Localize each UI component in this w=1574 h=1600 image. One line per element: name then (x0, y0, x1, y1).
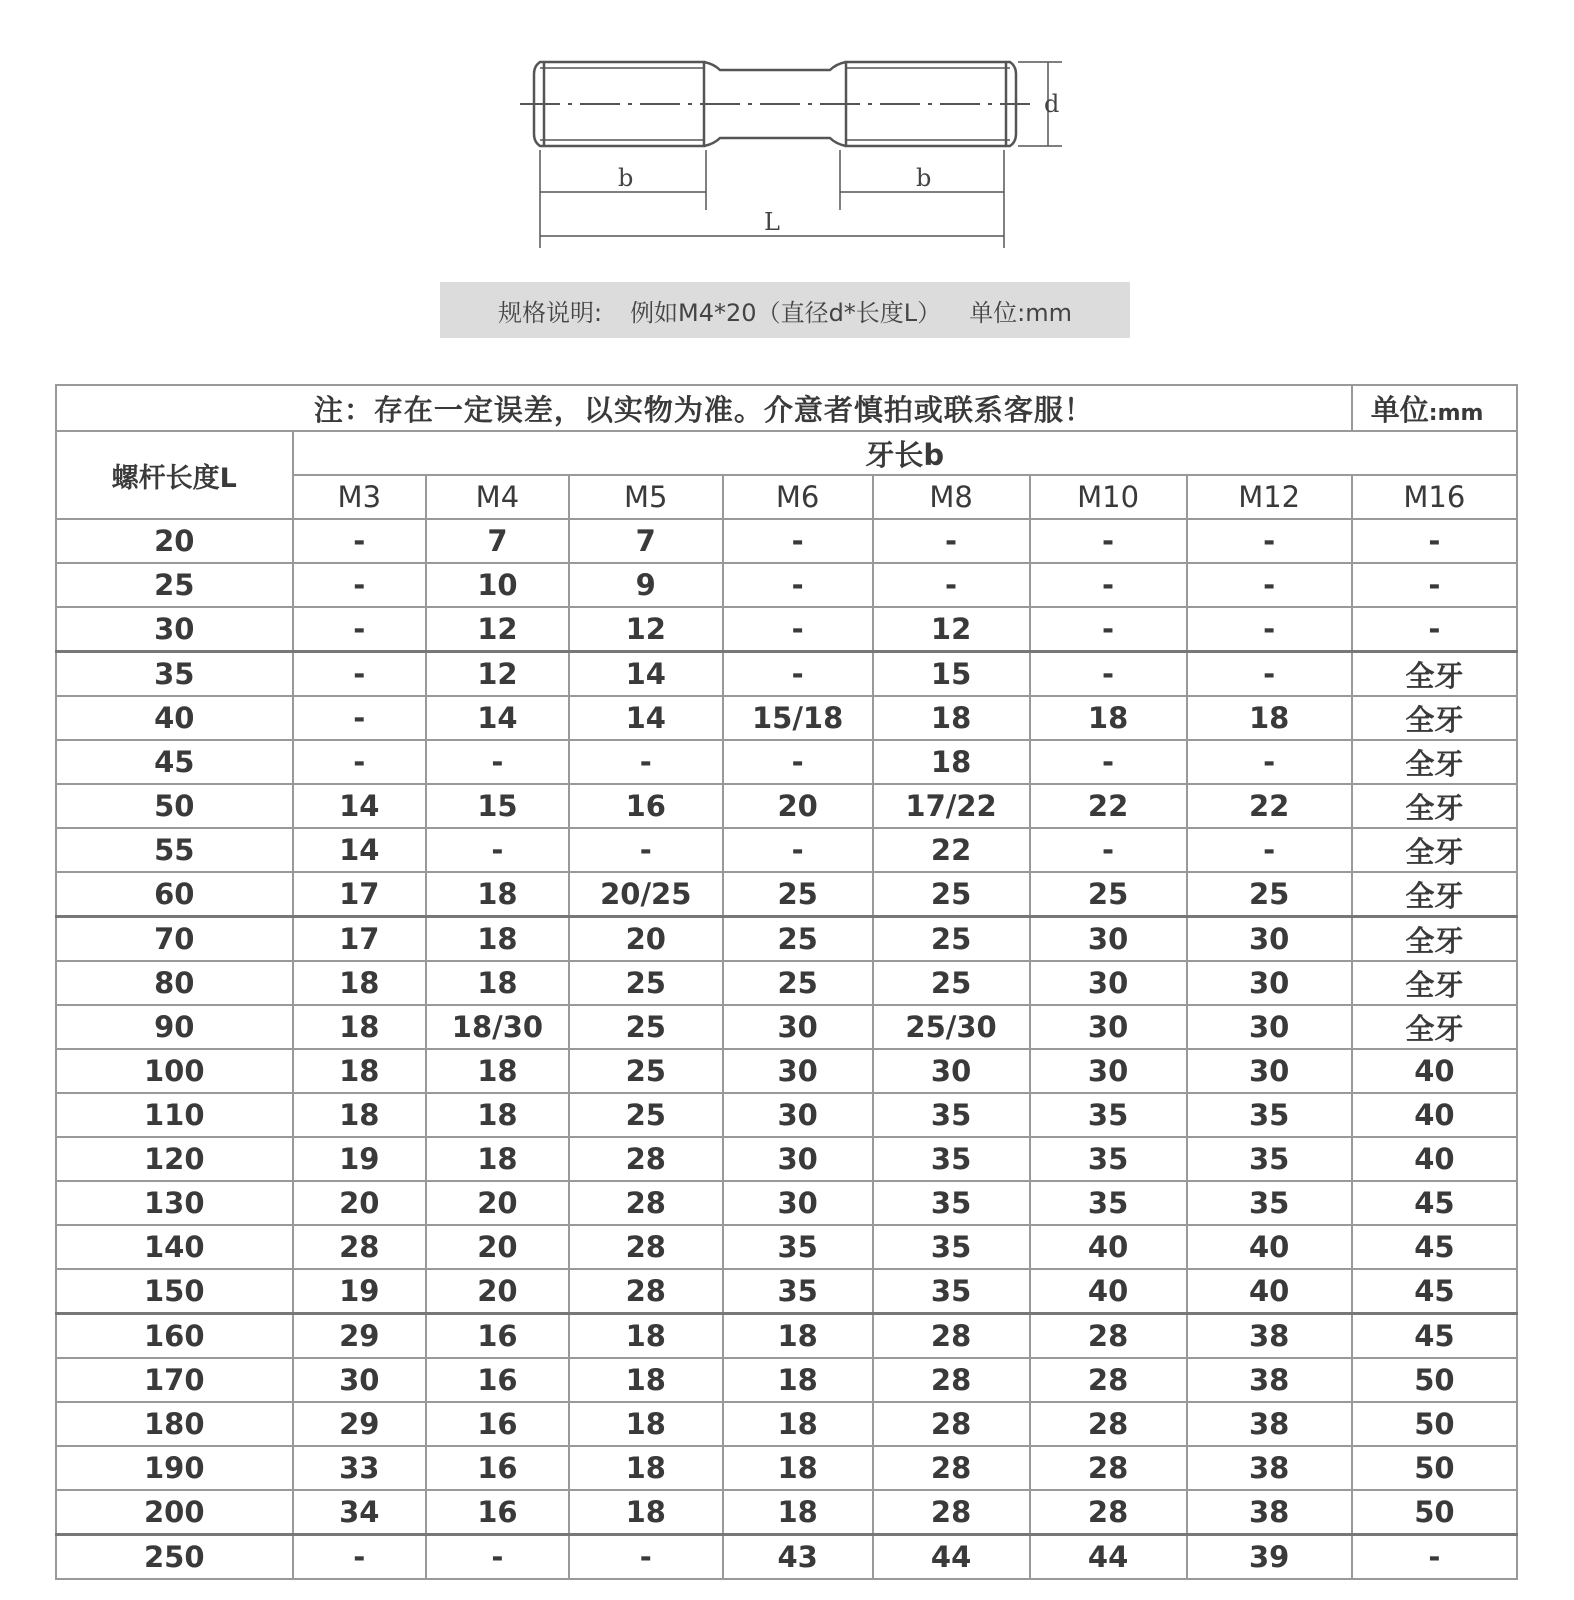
thread-length-cell: - (293, 563, 427, 607)
thread-length-cell: 18 (426, 872, 569, 917)
thread-length-cell: 20 (723, 784, 873, 828)
thread-length-cell: 50 (1352, 1402, 1517, 1446)
thread-length-cell: 18 (426, 1137, 569, 1181)
thread-length-cell: 20 (293, 1181, 427, 1225)
thread-length-cell: - (1030, 828, 1187, 872)
thread-length-cell: 18 (723, 1402, 873, 1446)
thread-length-cell: 35 (873, 1225, 1030, 1269)
thread-length-cell: 全牙 (1352, 784, 1517, 828)
thread-length-cell: 28 (1030, 1490, 1187, 1535)
thread-length-cell: 17/22 (873, 784, 1030, 828)
thread-length-cell: 16 (426, 1402, 569, 1446)
thread-length-cell: 22 (873, 828, 1030, 872)
thread-length-cell: 33 (293, 1446, 427, 1490)
thread-length-cell: 15 (873, 652, 1030, 697)
thread-length-cell: 40 (1187, 1225, 1352, 1269)
thread-length-cell: 14 (293, 784, 427, 828)
unit-label: 单位 (1370, 392, 1429, 427)
length-cell: 70 (56, 917, 293, 962)
thread-length-cell: 28 (569, 1181, 723, 1225)
thread-length-cell: 16 (426, 1314, 569, 1359)
thread-length-cell: 30 (1030, 1049, 1187, 1093)
thread-length-cell: 25 (569, 1005, 723, 1049)
table-row (56, 652, 1517, 697)
table-row (56, 1402, 1517, 1446)
thread-length-cell: 25 (1030, 872, 1187, 917)
table-row (56, 917, 1517, 962)
size-header-m5: M5 (569, 475, 723, 519)
length-cell: 170 (56, 1358, 293, 1402)
thread-length-cell: 14 (569, 696, 723, 740)
thread-length-cell: 全牙 (1352, 828, 1517, 872)
table-row (56, 740, 1517, 784)
thread-length-cell: 18 (1030, 696, 1187, 740)
thread-length-cell: 18 (873, 696, 1030, 740)
thread-length-cell: - (293, 696, 427, 740)
thread-length-cell: 38 (1187, 1358, 1352, 1402)
thread-length-cell: - (723, 652, 873, 697)
thread-length-cell: 18/30 (426, 1005, 569, 1049)
thread-length-cell: 18 (569, 1446, 723, 1490)
thread-length-cell: - (723, 519, 873, 563)
thread-length-cell: 18 (723, 1314, 873, 1359)
thread-length-header: 牙长b (293, 431, 1517, 475)
thread-length-cell: - (569, 740, 723, 784)
table-row (56, 961, 1517, 1005)
thread-length-cell: 35 (1187, 1181, 1352, 1225)
thread-length-cell: 18 (723, 1446, 873, 1490)
thread-length-cell: 25 (723, 961, 873, 1005)
thread-length-cell: 25 (569, 1049, 723, 1093)
thread-length-cell: 35 (1187, 1137, 1352, 1181)
thread-length-cell: 19 (293, 1269, 427, 1314)
thread-length-cell: 40 (1352, 1093, 1517, 1137)
thread-length-cell: - (1352, 1535, 1517, 1580)
table-row (56, 519, 1517, 563)
thread-length-cell: 40 (1187, 1269, 1352, 1314)
length-cell: 120 (56, 1137, 293, 1181)
thread-length-cell: 18 (426, 961, 569, 1005)
thread-length-cell: 15 (426, 784, 569, 828)
table-row (56, 1225, 1517, 1269)
spec-example: 例如M4*20（直径d*长度L） (630, 298, 942, 327)
thread-length-cell: 全牙 (1352, 652, 1517, 697)
thread-length-cell: 16 (426, 1358, 569, 1402)
thread-length-cell: 30 (723, 1137, 873, 1181)
size-header-m6: M6 (723, 475, 873, 519)
thread-length-cell: - (293, 652, 427, 697)
thread-length-cell: 18 (569, 1402, 723, 1446)
thread-length-cell: 30 (723, 1181, 873, 1225)
table-row (56, 1005, 1517, 1049)
thread-length-cell: - (723, 607, 873, 652)
length-cell: 150 (56, 1269, 293, 1314)
thread-length-cell: - (569, 828, 723, 872)
thread-length-cell: 35 (723, 1225, 873, 1269)
thread-length-cell: - (873, 563, 1030, 607)
length-cell: 140 (56, 1225, 293, 1269)
table-row (56, 1490, 1517, 1535)
length-cell: 100 (56, 1049, 293, 1093)
thread-length-cell: 16 (426, 1490, 569, 1535)
thread-length-cell: 45 (1352, 1314, 1517, 1359)
thread-length-cell: - (569, 1535, 723, 1580)
thread-length-cell: 17 (293, 872, 427, 917)
thread-length-cell: 28 (1030, 1402, 1187, 1446)
note-cell: 注：存在一定误差，以实物为准。介意者慎拍或联系客服！ (56, 385, 1352, 431)
thread-length-cell: 18 (293, 961, 427, 1005)
thread-length-cell: 35 (873, 1181, 1030, 1225)
thread-length-cell: 18 (426, 917, 569, 962)
unit-value: :mm (1428, 400, 1484, 426)
length-header: 螺杆长度L (56, 431, 293, 519)
thread-length-cell: 25 (569, 1093, 723, 1137)
thread-length-table (55, 384, 1518, 1580)
thread-length-cell: - (1030, 563, 1187, 607)
thread-length-cell: 44 (873, 1535, 1030, 1580)
length-cell: 190 (56, 1446, 293, 1490)
size-header-m8: M8 (873, 475, 1030, 519)
length-cell: 60 (56, 872, 293, 917)
table-row (56, 1446, 1517, 1490)
length-cell: 35 (56, 652, 293, 697)
thread-length-cell: 35 (1030, 1137, 1187, 1181)
thread-length-cell: 35 (873, 1137, 1030, 1181)
thread-length-cell: - (426, 828, 569, 872)
thread-length-cell: 25 (873, 961, 1030, 1005)
thread-length-cell: 44 (1030, 1535, 1187, 1580)
thread-length-cell: 30 (1030, 917, 1187, 962)
thread-length-cell: 35 (723, 1269, 873, 1314)
thread-length-cell: 28 (873, 1490, 1030, 1535)
thread-length-cell: 全牙 (1352, 917, 1517, 962)
thread-length-cell: - (1187, 563, 1352, 607)
thread-length-cell: 50 (1352, 1446, 1517, 1490)
thread-length-cell: 28 (569, 1137, 723, 1181)
length-cell: 200 (56, 1490, 293, 1535)
thread-length-cell: 18 (293, 1049, 427, 1093)
length-cell: 160 (56, 1314, 293, 1359)
thread-length-cell: 25 (723, 917, 873, 962)
thread-length-cell: 22 (1030, 784, 1187, 828)
thread-length-cell: 18 (293, 1005, 427, 1049)
spec-caption (440, 282, 1130, 338)
thread-length-cell: 30 (1030, 1005, 1187, 1049)
thread-length-cell: 35 (873, 1269, 1030, 1314)
thread-length-cell: 28 (1030, 1314, 1187, 1359)
thread-length-cell: - (293, 740, 427, 784)
thread-length-cell: 30 (1030, 961, 1187, 1005)
thread-length-cell: 20 (569, 917, 723, 962)
thread-length-cell: - (293, 1535, 427, 1580)
thread-length-cell: - (1187, 519, 1352, 563)
thread-length-table-wrap (55, 384, 1518, 1580)
thread-length-cell: 15/18 (723, 696, 873, 740)
label-b-right: b (916, 164, 932, 192)
thread-length-cell: 14 (569, 652, 723, 697)
table-row (56, 607, 1517, 652)
thread-length-cell: 35 (1187, 1093, 1352, 1137)
thread-length-cell: - (723, 740, 873, 784)
length-cell: 45 (56, 740, 293, 784)
thread-length-cell: 39 (1187, 1535, 1352, 1580)
thread-length-cell: - (1030, 740, 1187, 784)
thread-length-cell: 28 (873, 1314, 1030, 1359)
thread-length-cell: 25 (569, 961, 723, 1005)
thread-length-cell: 10 (426, 563, 569, 607)
thread-length-cell: - (426, 740, 569, 784)
thread-length-cell: 19 (293, 1137, 427, 1181)
length-cell: 130 (56, 1181, 293, 1225)
thread-length-cell: 45 (1352, 1269, 1517, 1314)
thread-length-cell: 全牙 (1352, 696, 1517, 740)
thread-length-cell: 30 (1187, 1049, 1352, 1093)
thread-length-cell: 18 (569, 1490, 723, 1535)
label-L: L (764, 208, 780, 236)
thread-length-cell: 38 (1187, 1490, 1352, 1535)
thread-length-cell: 50 (1352, 1490, 1517, 1535)
thread-length-cell: 28 (293, 1225, 427, 1269)
thread-length-cell: 30 (723, 1005, 873, 1049)
size-header-m4: M4 (426, 475, 569, 519)
thread-length-cell: 7 (426, 519, 569, 563)
thread-length-cell: - (723, 828, 873, 872)
thread-length-cell: 30 (1187, 1005, 1352, 1049)
table-row (56, 828, 1517, 872)
thread-length-cell: 38 (1187, 1314, 1352, 1359)
thread-length-cell: 14 (426, 696, 569, 740)
thread-length-cell: 17 (293, 917, 427, 962)
table-row (56, 1535, 1517, 1580)
thread-length-cell: 30 (723, 1049, 873, 1093)
length-cell: 110 (56, 1093, 293, 1137)
length-cell: 40 (56, 696, 293, 740)
thread-length-cell: 9 (569, 563, 723, 607)
thread-length-cell: 40 (1030, 1225, 1187, 1269)
thread-length-cell: - (1187, 607, 1352, 652)
table-row (56, 1358, 1517, 1402)
thread-length-cell: 7 (569, 519, 723, 563)
thread-length-cell: 28 (569, 1269, 723, 1314)
thread-length-cell: 16 (426, 1446, 569, 1490)
thread-length-cell: 18 (723, 1358, 873, 1402)
label-d: d (1044, 90, 1060, 118)
thread-length-cell: - (293, 607, 427, 652)
thread-length-cell: 30 (1187, 917, 1352, 962)
table-row (56, 1093, 1517, 1137)
thread-length-cell: 20 (426, 1225, 569, 1269)
thread-length-cell: 12 (873, 607, 1030, 652)
thread-length-cell: 35 (1030, 1093, 1187, 1137)
thread-length-cell: - (1352, 519, 1517, 563)
thread-length-cell: 20 (426, 1269, 569, 1314)
thread-length-cell: 50 (1352, 1358, 1517, 1402)
thread-length-cell: 12 (569, 607, 723, 652)
thread-length-cell: - (1030, 607, 1187, 652)
thread-length-cell: 25 (873, 917, 1030, 962)
table-row (56, 1314, 1517, 1359)
thread-length-cell: 35 (873, 1093, 1030, 1137)
length-cell: 25 (56, 563, 293, 607)
thread-length-cell: 28 (1030, 1358, 1187, 1402)
thread-length-cell: - (1352, 563, 1517, 607)
thread-length-cell: - (1352, 607, 1517, 652)
thread-length-cell: 28 (569, 1225, 723, 1269)
table-row (56, 563, 1517, 607)
thread-length-cell: 25/30 (873, 1005, 1030, 1049)
length-cell: 20 (56, 519, 293, 563)
thread-length-cell: 18 (293, 1093, 427, 1137)
thread-length-cell: 18 (723, 1490, 873, 1535)
table-row (56, 696, 1517, 740)
thread-length-cell: 45 (1352, 1181, 1517, 1225)
size-header-m16: M16 (1352, 475, 1517, 519)
table-row (56, 784, 1517, 828)
thread-length-cell: 25 (1187, 872, 1352, 917)
thread-length-cell: 30 (723, 1093, 873, 1137)
unit-cell (1352, 385, 1517, 431)
thread-length-cell: - (723, 563, 873, 607)
thread-length-cell: 12 (426, 652, 569, 697)
thread-length-cell: 38 (1187, 1402, 1352, 1446)
length-cell: 50 (56, 784, 293, 828)
thread-length-cell: - (426, 1535, 569, 1580)
thread-length-cell: 29 (293, 1402, 427, 1446)
thread-length-cell: - (1187, 828, 1352, 872)
length-cell: 30 (56, 607, 293, 652)
thread-length-cell: 20 (426, 1181, 569, 1225)
thread-length-cell: - (293, 519, 427, 563)
thread-length-cell: 14 (293, 828, 427, 872)
thread-length-cell: 18 (1187, 696, 1352, 740)
thread-length-cell: 25 (723, 872, 873, 917)
thread-length-cell: - (873, 519, 1030, 563)
thread-length-cell: - (1187, 740, 1352, 784)
table-row (56, 1181, 1517, 1225)
thread-length-cell: 18 (569, 1314, 723, 1359)
thread-length-cell: 22 (1187, 784, 1352, 828)
thread-length-cell: 43 (723, 1535, 873, 1580)
thread-length-cell: 18 (426, 1093, 569, 1137)
length-cell: 55 (56, 828, 293, 872)
thread-length-cell: 18 (426, 1049, 569, 1093)
table-row (56, 1137, 1517, 1181)
thread-length-cell: - (1187, 652, 1352, 697)
thread-length-cell: 全牙 (1352, 872, 1517, 917)
length-cell: 80 (56, 961, 293, 1005)
spec-label: 规格说明: (497, 298, 603, 327)
length-cell: 90 (56, 1005, 293, 1049)
table-row (56, 872, 1517, 917)
thread-length-cell: 全牙 (1352, 740, 1517, 784)
thread-length-cell: 38 (1187, 1446, 1352, 1490)
thread-length-cell: 18 (873, 740, 1030, 784)
thread-length-cell: 28 (873, 1446, 1030, 1490)
thread-length-cell: 28 (873, 1402, 1030, 1446)
label-b-left: b (618, 164, 634, 192)
thread-length-cell: 45 (1352, 1225, 1517, 1269)
spec-unit: 单位:mm (969, 298, 1073, 327)
thread-length-cell: 全牙 (1352, 1005, 1517, 1049)
table-row (56, 1269, 1517, 1314)
length-cell: 250 (56, 1535, 293, 1580)
thread-length-cell: 28 (873, 1358, 1030, 1402)
thread-length-cell: 34 (293, 1490, 427, 1535)
thread-length-cell: 20/25 (569, 872, 723, 917)
length-cell: 180 (56, 1402, 293, 1446)
size-header-m10: M10 (1030, 475, 1187, 519)
thread-length-cell: - (1030, 652, 1187, 697)
table-row (56, 1049, 1517, 1093)
thread-length-cell: 12 (426, 607, 569, 652)
thread-length-cell: - (1030, 519, 1187, 563)
thread-length-cell: 35 (1030, 1181, 1187, 1225)
thread-length-cell: 30 (293, 1358, 427, 1402)
thread-length-cell: 29 (293, 1314, 427, 1359)
thread-length-cell: 全牙 (1352, 961, 1517, 1005)
thread-length-cell: 40 (1352, 1049, 1517, 1093)
thread-length-cell: 18 (569, 1358, 723, 1402)
stud-bolt-diagram (500, 30, 1100, 260)
thread-length-cell: 30 (1187, 961, 1352, 1005)
thread-length-cell: 40 (1352, 1137, 1517, 1181)
thread-length-cell: 40 (1030, 1269, 1187, 1314)
thread-length-cell: 30 (873, 1049, 1030, 1093)
thread-length-cell: 28 (1030, 1446, 1187, 1490)
thread-length-cell: 25 (873, 872, 1030, 917)
size-header-m3: M3 (293, 475, 427, 519)
thread-length-cell: 16 (569, 784, 723, 828)
size-header-m12: M12 (1187, 475, 1352, 519)
